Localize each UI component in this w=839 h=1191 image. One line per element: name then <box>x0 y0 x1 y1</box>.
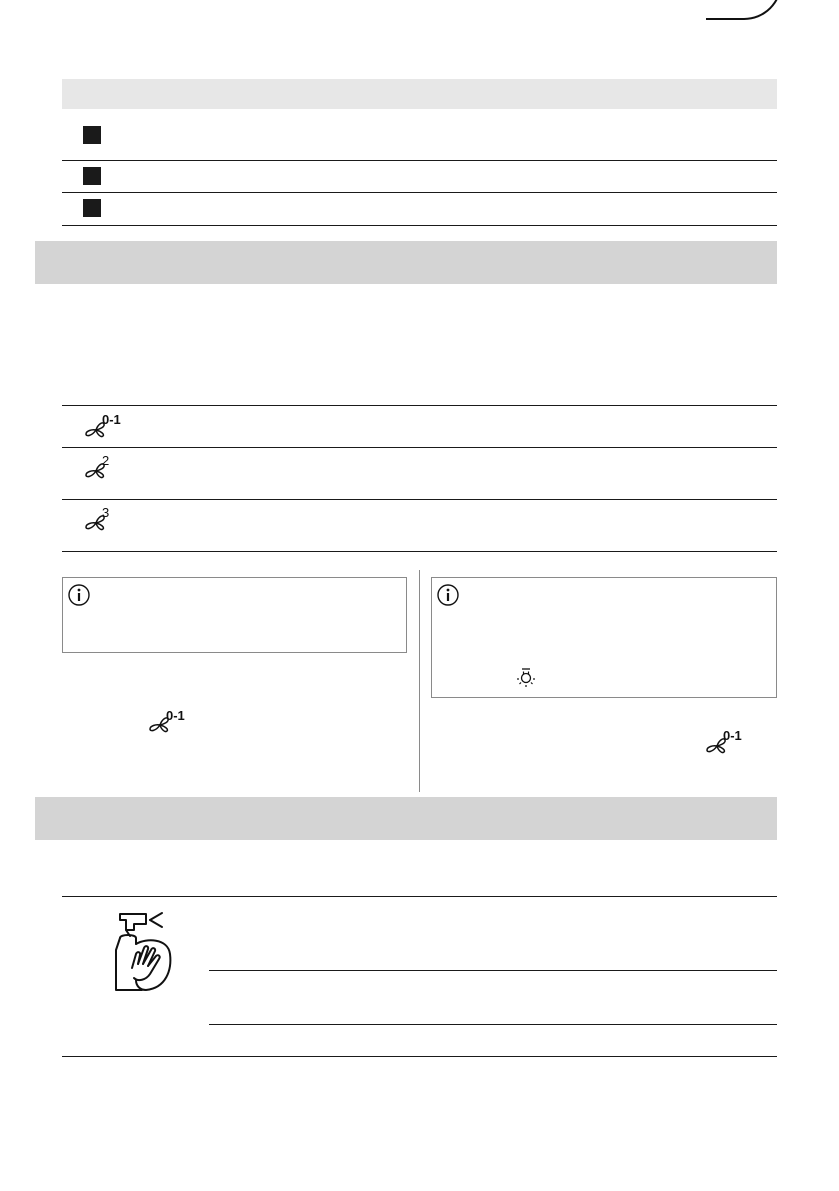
table-row-divider <box>62 1056 777 1057</box>
table-row-divider <box>62 896 777 897</box>
info-note-box <box>62 577 407 653</box>
section-header-band <box>35 797 777 840</box>
spray-cloth-cleaning-icon <box>106 910 178 994</box>
light-bulb-icon <box>515 667 537 689</box>
table-row-divider <box>62 499 777 500</box>
info-icon <box>436 583 460 607</box>
table-row-divider <box>209 1024 777 1025</box>
black-square-icon <box>83 167 101 185</box>
table-row-divider <box>62 405 777 406</box>
fan-level-label: 0-1 <box>102 412 121 427</box>
page-tab-mark <box>706 0 782 20</box>
table-row-divider <box>62 225 777 226</box>
column-divider <box>419 570 420 792</box>
fan-level-label: 0-1 <box>166 708 185 723</box>
table-row-divider <box>62 551 777 552</box>
info-icon <box>67 583 91 607</box>
section-header-band <box>35 241 777 284</box>
black-square-icon <box>83 199 101 217</box>
table-row-divider <box>209 970 777 971</box>
info-note-box <box>431 577 777 698</box>
table-row-divider <box>62 160 777 161</box>
table-row-divider <box>62 192 777 193</box>
table-row-divider <box>62 447 777 448</box>
fan-level-label: 3 <box>102 505 110 520</box>
fan-level-label: 0-1 <box>723 728 742 743</box>
table-header-band <box>62 79 777 109</box>
black-square-icon <box>83 126 101 144</box>
fan-level-label: 2 <box>102 453 110 468</box>
